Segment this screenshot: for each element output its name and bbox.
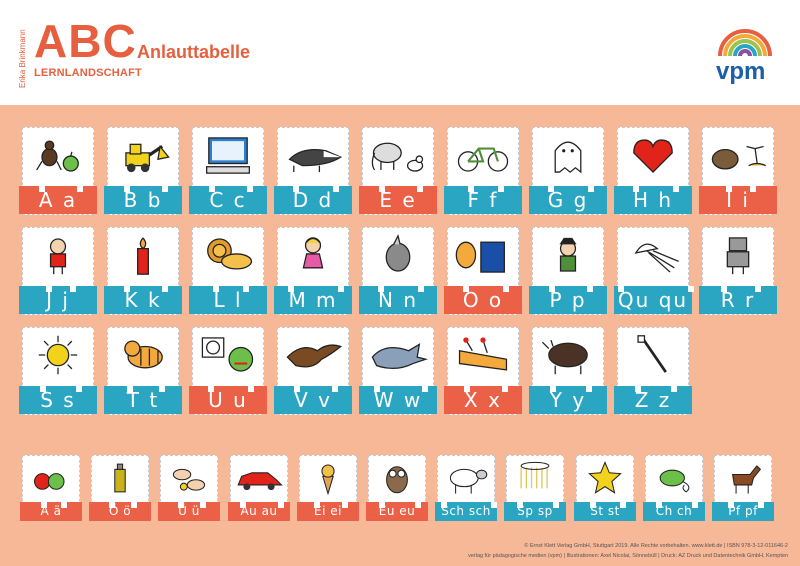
apples-icon [23, 456, 79, 500]
letter-label: S s [19, 386, 97, 414]
letter-label: St st [574, 502, 636, 521]
tiger-icon [108, 328, 178, 384]
horse-icon [715, 456, 771, 500]
footer-credits: verlag für pädagogische medien (vpm) | Illustrationen: Axel Nicolai, Sönnebüll | Druck: AZ Druck und Datentechnik GmbH, Kempten [468, 553, 788, 559]
letter-card [617, 227, 689, 315]
letter-card-small [645, 455, 703, 521]
letter-label: X x [444, 386, 522, 414]
excavator-icon [108, 128, 178, 184]
badger-icon [278, 128, 348, 184]
letter-card [192, 327, 264, 415]
hedgehog-island-icon [703, 128, 773, 184]
letter-card [22, 327, 94, 415]
letter-card [107, 327, 179, 415]
owl-icon [369, 456, 425, 500]
header [0, 0, 800, 105]
letter-card-small [506, 455, 564, 521]
letter-label: G g [529, 186, 607, 214]
letter-card [362, 327, 434, 415]
page-title: Anlauttabelle [137, 42, 251, 62]
letter-card [107, 227, 179, 315]
letter-card [702, 227, 774, 315]
letter-card [617, 127, 689, 215]
whale-icon [363, 328, 433, 384]
ant-apple-icon [23, 128, 93, 184]
letter-label: U u [189, 386, 267, 414]
footer-copyright: © Ernst Klett Verlag GmbH, Stuttgart 2019. Alle Rechte vorbehalten. www.klett.de | ISBN 978-3-12-011646-2 [524, 543, 788, 549]
letter-card [447, 327, 519, 415]
letter-card-small [576, 455, 634, 521]
letter-label: P p [529, 286, 607, 314]
letter-label: C c [189, 186, 267, 214]
robot-icon [703, 228, 773, 284]
computer-icon [193, 128, 263, 184]
letter-label: Sp sp [504, 502, 566, 521]
letter-card [532, 127, 604, 215]
letter-label: N n [359, 286, 437, 314]
letter-card-small [160, 455, 218, 521]
letter-card [277, 227, 349, 315]
girl-icon [278, 228, 348, 284]
letter-card-small [299, 455, 357, 521]
letter-label: H h [614, 186, 692, 214]
letter-label: Au au [228, 502, 290, 521]
letter-label: V v [274, 386, 352, 414]
author-credit [18, 28, 30, 88]
author-name: Erika Brinkmann [18, 29, 27, 88]
bird-icon [278, 328, 348, 384]
elephant-duck-icon [363, 128, 433, 184]
hands-icon [161, 456, 217, 500]
letter-card [107, 127, 179, 215]
brand-logo: ABC [34, 15, 137, 67]
letter-label: Pf pf [712, 502, 774, 521]
bicycle-icon [448, 128, 518, 184]
letter-card [532, 327, 604, 415]
letter-card-small [91, 455, 149, 521]
letter-label: Ö ö [89, 502, 151, 521]
letter-label: L l [189, 286, 267, 314]
jellyfish-icon [618, 228, 688, 284]
boy-icon [23, 228, 93, 284]
sun-icon [23, 328, 93, 384]
letter-card [22, 127, 94, 215]
letter-label: J j [19, 286, 97, 314]
letter-label: Ei ei [297, 502, 359, 521]
letter-label: D d [274, 186, 352, 214]
letter-label: E e [359, 186, 437, 214]
letter-card-small [437, 455, 495, 521]
letter-card-small [714, 455, 772, 521]
letter-card [617, 327, 689, 415]
letter-label: I i [699, 186, 777, 214]
oil-bottle-icon [92, 456, 148, 500]
letter-label: Y y [529, 386, 607, 414]
toothbrush-icon [618, 328, 688, 384]
ghost-icon [533, 128, 603, 184]
letter-card [362, 227, 434, 315]
letter-label: A a [19, 186, 97, 214]
letter-card-small [230, 455, 288, 521]
letter-card-small [22, 455, 80, 521]
letter-label: Z z [614, 386, 692, 414]
alphabet-poster [0, 105, 800, 566]
brand-subtitle: LERNLANDSCHAFT [34, 67, 142, 79]
letter-label: Sch sch [435, 502, 497, 521]
egg-folder-icon [448, 228, 518, 284]
letter-label: T t [104, 386, 182, 414]
letter-card [22, 227, 94, 315]
letter-label: O o [444, 286, 522, 314]
lion-icon [193, 228, 263, 284]
letter-label: Qu qu [614, 286, 692, 314]
letter-card [277, 327, 349, 415]
spaghetti-icon [507, 456, 563, 500]
letter-card [362, 127, 434, 215]
candle-icon [108, 228, 178, 284]
letter-label: B b [104, 186, 182, 214]
heart-icon [618, 128, 688, 184]
letter-label: Ch ch [643, 502, 705, 521]
letter-label: F f [444, 186, 522, 214]
chameleon-icon [646, 456, 702, 500]
star-icon [577, 456, 633, 500]
letter-label: Eu eu [366, 502, 428, 521]
vpm-logo-text: vpm [716, 58, 766, 85]
letter-card [447, 227, 519, 315]
letter-card [277, 127, 349, 215]
letter-card [532, 227, 604, 315]
ice-cream-icon [300, 456, 356, 500]
car-icon [231, 456, 287, 500]
pirate-icon [533, 228, 603, 284]
letter-label: Ü ü [158, 502, 220, 521]
letter-label: Ä ä [20, 502, 82, 521]
letter-label: K k [104, 286, 182, 314]
yak-icon [533, 328, 603, 384]
letter-card-small [368, 455, 426, 521]
letter-label: M m [274, 286, 352, 314]
letter-card [192, 127, 264, 215]
rhino-icon [363, 228, 433, 284]
letter-label: R r [699, 286, 777, 314]
clock-monster-icon [193, 328, 263, 384]
sheep-icon [438, 456, 494, 500]
letter-label: W w [359, 386, 437, 414]
xylophone-icon [448, 328, 518, 384]
letter-card [447, 127, 519, 215]
letter-card [702, 127, 774, 215]
letter-card [192, 227, 264, 315]
